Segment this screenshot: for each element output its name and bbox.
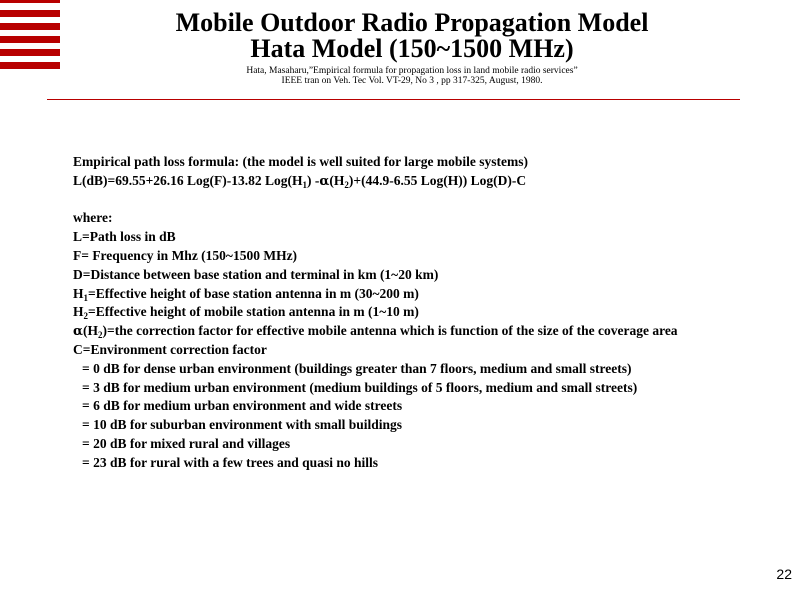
- correction-item: = 20 dB for mixed rural and villages: [82, 435, 291, 451]
- subscript: 2: [344, 179, 349, 190]
- correction-item: = 23 dB for rural with a few trees and quasi no hills: [82, 454, 378, 470]
- definition-text: )=the correction factor for effective mobile antenna which is function of the size of the coverage area: [102, 323, 678, 339]
- correction-item: = 6 dB for medium urban environment and wide streets: [82, 398, 403, 414]
- slide-title: [100, 10, 724, 62]
- stripe: [0, 23, 60, 30]
- definition-text: =Effective height of mobile station antenna in m (1~10 m): [88, 304, 419, 320]
- header-divider: [47, 99, 740, 100]
- stripe: [0, 62, 60, 69]
- definition-D: D=Distance between base station and terminal in km (1~20 km): [73, 266, 439, 282]
- definition-F: F= Frequency in Mhz (150~1500 MHz): [73, 247, 298, 263]
- definition-L: L=Path loss in dB: [73, 229, 176, 245]
- alpha-symbol: α: [73, 324, 84, 340]
- definition-C: C=Environment correction factor: [73, 341, 267, 357]
- path-loss-formula: [73, 172, 788, 191]
- stripe: [0, 36, 60, 43]
- striped-logo-decoration: [0, 0, 60, 72]
- title-line-1: Mobile Outdoor Radio Propagation Model: [175, 8, 649, 37]
- subscript: 1: [83, 292, 89, 303]
- slide-body: [73, 153, 788, 473]
- reference-line-2: IEEE tran on Veh. Tec Vol. VT-29, No 3 , pp 317-325, August, 1980.: [281, 76, 543, 86]
- subscript: 2: [83, 311, 89, 322]
- definition-H2: [73, 303, 788, 322]
- reference-citation: [100, 66, 724, 86]
- reference-line-1: Hata, Masaharu,”Empirical formula for propagation loss in land mobile radio services”: [246, 66, 578, 76]
- stripe: [0, 0, 60, 3]
- subscript: 1: [302, 179, 308, 190]
- formula-part: )+(44.9-6.55 Log(H)) Log(D)-C: [348, 172, 527, 188]
- symbol: H: [73, 304, 84, 320]
- definition-alpha: [73, 322, 788, 341]
- symbol: H: [73, 285, 84, 301]
- where-label: where:: [73, 210, 113, 226]
- correction-item: = 10 dB for suburban environment with small buildings: [82, 417, 403, 433]
- definition-H1: [73, 285, 788, 304]
- formula-part: ) -: [307, 172, 320, 188]
- stripe: [0, 49, 60, 56]
- page-number: 22: [776, 566, 792, 582]
- subscript: 2: [98, 330, 103, 341]
- correction-item: = 3 dB for medium urban environment (medium buildings of 5 floors, medium and small streets): [82, 379, 638, 395]
- definition-text: =Effective height of base station antenna in m (30~200 m): [88, 285, 419, 301]
- formula-part: (H: [329, 172, 345, 188]
- formula-part: L(dB)=69.55+26.16 Log(F)-13.82 Log(H: [73, 172, 303, 188]
- symbol: (H: [83, 323, 99, 339]
- correction-item: = 0 dB for dense urban environment (buildings greater than 7 floors, medium and small streets): [82, 360, 632, 376]
- intro-text: Empirical path loss formula: (the model is well suited for large mobile systems): [73, 154, 528, 169]
- alpha-symbol: α: [319, 173, 330, 189]
- title-line-2: Hata Model (150~1500 MHz): [250, 34, 574, 63]
- stripe: [0, 10, 60, 17]
